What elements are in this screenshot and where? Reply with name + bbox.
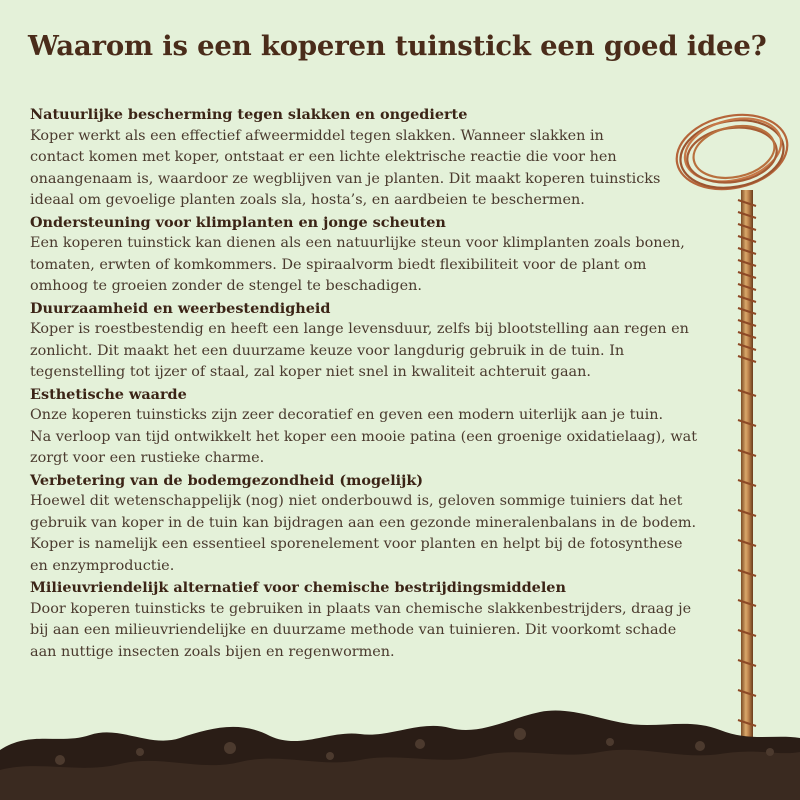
section-aesthetics (30, 384, 720, 470)
section-heading: Natuurlijke bescherming tegen slakken en ongedierte (30, 106, 468, 123)
page-title: Waarom is een koperen tuinstick een goed idee? (28, 30, 767, 62)
section-body: Een koperen tuinstick kan dienen als een natuurlijke steun voor klimplanten zoals bonen, tomaten, erwten of komkommers. De spiraalvorm biedt flexibiliteit voor de plant om omhoog te groeien zonder de stengel te beschadigen. (30, 235, 685, 294)
section-climbing-support (30, 212, 720, 298)
section-heading: Duurzaamheid en weerbestendigheid (30, 299, 331, 317)
section-heading: Milieuvriendelijk alternatief voor chemische bestrijdingsmiddelen (30, 579, 566, 596)
section-body: Onze koperen tuinsticks zijn zeer decoratief en geven een modern uiterlijk aan je tuin. Na verloop van tijd ontwikkelt het koper een mooie patina (een groenige oxidatielaag), wat zorgt voor een rustieke charme. (30, 407, 698, 466)
section-body: Koper is roestbestendig en heeft een lange levensduur, zelfs bij blootstelling aan regen en zonlicht. Dit maakt het een duurzame keuze voor langdurig gebruik in de tuin. In tegenstelling tot ijzer of staal, zal koper niet snel in kwaliteit achteruit gaan. (30, 321, 689, 380)
section-body: Koper werkt als een effectief afweermiddel tegen slakken. Wanneer slakken in contact komen met koper, ontstaat er een lichte elektrische reactie die voor hen onaangenaam is, waardoor ze wegblijven van je planten. Dit maakt koperen tuinsticks ideaal om gevoelige planten zoals sla, hosta’s, en aardbeien te beschermen. (30, 127, 661, 208)
copper-garden-stick-illustration (660, 100, 800, 760)
section-heading: Ondersteuning voor klimplanten en jonge scheuten (30, 213, 446, 231)
section-heading: Esthetische waarde (30, 385, 187, 403)
content-sections (30, 104, 720, 663)
section-body: Door koperen tuinsticks te gebruiken in plaats van chemische slakkenbestrijders, draag je bij aan een milieuvriendelijke en duurzame methode van tuinieren. Dit voorkomt schade aan nuttige insecten zoals bijen en regenwormen. (30, 600, 692, 660)
section-eco-alternative (30, 577, 720, 663)
section-slug-protection (30, 104, 720, 212)
section-durability (30, 298, 720, 384)
soil-illustration (0, 690, 800, 800)
section-soil-health (30, 470, 720, 578)
section-heading: Verbetering van de bodemgezondheid (mogelijk) (30, 471, 424, 489)
section-body: Hoewel dit wetenschappelijk (nog) niet onderbouwd is, geloven sommige tuiniers dat het gebruik van koper in de tuin kan bijdragen aan een gezonde mineralenbalans in de bodem. Koper is namelijk een essentieel sporenelement voor planten en helpt bij de fotosynthese en enzymproductie. (30, 493, 697, 574)
copper-coil-top (670, 105, 795, 199)
